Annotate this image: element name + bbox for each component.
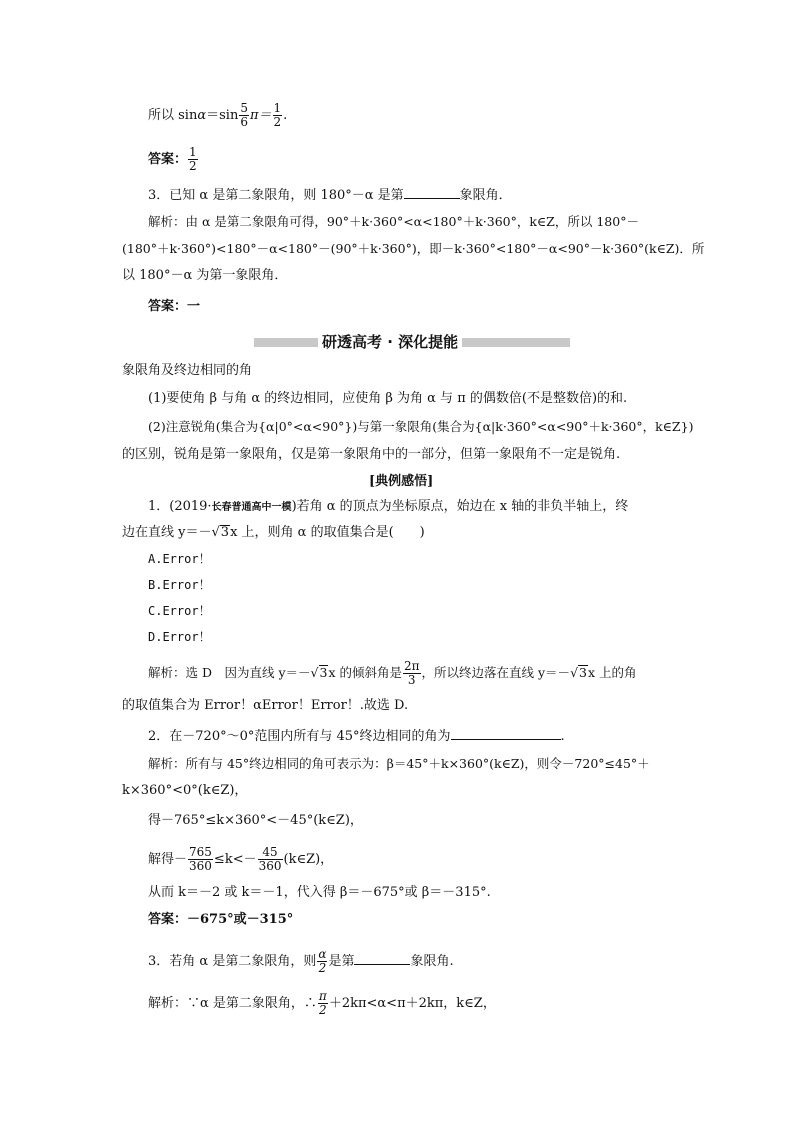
solution-text: 从而 k＝－2 或 k＝－1，代入得 β＝－675°或 β＝－315°. <box>148 885 491 900</box>
topic-point-2 <box>148 418 693 436</box>
answer-blank <box>451 727 561 740</box>
fraction-denominator: 2 <box>318 961 327 975</box>
example-2-solution <box>148 846 333 873</box>
solution-text: ＋2kπ<α<π＋2kπ，k∈Z， <box>328 996 496 1011</box>
example-text: 是第 <box>328 954 355 969</box>
fraction-numerator: 2π <box>403 659 420 673</box>
solution-text: 的取值集合为 Error！αError！Error！.故选 D. <box>122 698 409 713</box>
answer-one-half <box>148 146 199 173</box>
example-text: 象限角. <box>410 954 454 969</box>
question-tail: 象限角． <box>459 188 512 203</box>
topic-point-1 <box>148 390 627 408</box>
solution-text: 解得－ <box>148 852 188 867</box>
section-label <box>369 473 433 491</box>
sqrt-radicand: 3 <box>220 525 230 540</box>
fraction-alpha-2 <box>317 948 327 975</box>
solution-line <box>122 267 287 285</box>
option-c <box>148 602 211 620</box>
fraction-5-6 <box>239 102 249 129</box>
fraction-denominator: 2 <box>319 1003 327 1017</box>
fraction-numerator: 765 <box>189 845 212 859</box>
option-text: A.Error！ <box>148 552 211 566</box>
example-text: x 上，则角 α 的取值集合是( ) <box>230 525 425 540</box>
fraction-numerator: π <box>318 989 327 1003</box>
sqrt-symbol: √ <box>211 525 220 540</box>
answer-text: 答案：一 <box>148 299 201 314</box>
period: . <box>283 108 288 123</box>
text-eq-sin: ＝sin <box>206 108 239 123</box>
example-2-solution <box>122 782 247 800</box>
solution-text: 得－765°≤k×360°<－45°(k∈Z)， <box>148 813 363 828</box>
answer-blank <box>354 952 410 965</box>
text-sin-prefix: 所以 sin <box>148 108 198 123</box>
example-3 <box>148 948 454 975</box>
period: . <box>560 729 565 744</box>
example-text: 边在直线 y＝－ <box>122 525 212 540</box>
banner-title: 研透高考 · 深化提能 <box>318 332 462 352</box>
solution-text: 解析：由 α 是第二象限角可得，90°＋k·360°<α<180°＋k·360°，k∈Z，所以 180°－ <box>148 214 639 229</box>
example-2-answer <box>148 911 293 929</box>
fraction-denominator: 3 <box>407 673 416 687</box>
answer-label: 答案： <box>148 152 188 167</box>
solution-text: x 上的角 <box>587 665 637 680</box>
fraction-denominator: 6 <box>240 115 248 129</box>
example-2 <box>148 727 565 746</box>
solution-text: 解析：所有与 45°终边相同的角可表示为：β＝45°＋k×360°(k∈Z)，则令－720°≤45°＋ <box>148 756 650 771</box>
solution-text: ≤k<－ <box>213 852 257 867</box>
example-text: )若角 α 的顶点为坐标原点，始边在 x 轴的非负半轴上，终 <box>291 499 629 514</box>
option-b <box>148 576 211 594</box>
example-1 <box>148 498 628 517</box>
topic-title <box>122 362 252 380</box>
fraction-numerator: α <box>318 947 327 961</box>
example-2-solution <box>148 755 650 773</box>
topic-text: 的区别，锐角是第一象限角，仅是第一象限角中的一部分，但第一象限角不一定是锐角. <box>122 447 621 462</box>
fraction-45-360 <box>258 846 283 873</box>
option-d <box>148 628 211 646</box>
solution-text: (k∈Z)， <box>283 852 334 867</box>
solution-text: 解析：选 D 因为直线 y＝－ <box>148 665 311 680</box>
fraction-numerator: 1 <box>273 101 282 115</box>
fraction-denominator: 2 <box>273 115 282 129</box>
option-text: D.Error！ <box>148 630 211 644</box>
option-a <box>148 550 211 568</box>
section-banner <box>254 332 570 352</box>
alpha-symbol: α <box>197 108 207 123</box>
solution-text: (180°＋k·360°)<180°－α<180°－(90°＋k·360°)，即－k·360°<180°－α<90°－k·360°(k∈Z)．所 <box>122 241 705 256</box>
example-1-cont <box>122 524 425 542</box>
example-2-solution <box>148 884 491 902</box>
example-text: 3．若角 α 是第二象限角，则 <box>148 954 317 969</box>
fraction-pi-2 <box>318 990 328 1017</box>
fraction-answer <box>188 146 198 173</box>
sqrt-symbol: √ <box>310 665 319 680</box>
sqrt-radicand: 3 <box>579 665 587 680</box>
fraction-numerator: 1 <box>189 145 197 159</box>
example-number: 1．(2019· <box>148 499 212 514</box>
example-source: 长春普通高中一模 <box>211 502 292 513</box>
solution-text: 以 180°－α 为第一象限角． <box>122 268 288 283</box>
topic-text: (1)要使角 β 与角 α 的终边相同，应使角 β 为角 α 与 π 的偶数倍(不是整数倍)的和. <box>148 391 628 406</box>
fraction-denominator: 2 <box>189 159 197 173</box>
sqrt-symbol: √ <box>570 665 579 680</box>
solution-text: k×360°<0°(k∈Z)， <box>122 783 248 798</box>
topic-text: (2)注意锐角(集合为{α|0°<α<90°})与第一象限角(集合为{α|k·360°<α<90°＋k·360°，k∈Z}) <box>148 419 694 434</box>
question-text: 3．已知 α 是第二象限角，则 180°－α 是第 <box>148 188 404 203</box>
question-3 <box>148 186 512 205</box>
solution-text: x 的倾斜角是 <box>328 665 402 680</box>
answer-text: 答案：－675°或－315° <box>148 912 294 927</box>
fraction-denominator: 360 <box>189 859 212 873</box>
example-text: 2．在－720°～0°范围内所有与 45°终边相同的角为 <box>148 729 451 744</box>
example-1-solution <box>148 660 637 687</box>
fraction-numerator: 45 <box>258 846 283 860</box>
solution-text: ，所以终边落在直线 y＝－ <box>421 665 571 680</box>
topic-title-text: 象限角及终边相同的角 <box>122 363 253 378</box>
pi-equals: π＝ <box>249 108 272 123</box>
answer-line <box>148 298 200 316</box>
fraction-1-2 <box>273 102 283 129</box>
sqrt-radicand: 3 <box>319 665 328 680</box>
solution-text: 解析：∵α 是第二象限角，∴ <box>148 996 317 1011</box>
fraction-denominator: 360 <box>258 859 282 873</box>
section-label-text: [典例感悟] <box>369 474 434 489</box>
example-3-solution <box>148 990 496 1017</box>
fraction-765-360 <box>188 846 213 873</box>
fraction-numerator: 5 <box>240 101 248 115</box>
option-text: C.Error！ <box>148 604 211 618</box>
example-1-solution-cont <box>122 697 408 715</box>
solution-line-sin <box>148 102 287 129</box>
answer-blank <box>404 186 460 199</box>
solution-line <box>122 240 704 258</box>
option-text: B.Error！ <box>148 578 211 592</box>
example-2-solution <box>148 812 363 830</box>
solution-line <box>148 213 639 231</box>
fraction-2pi-3 <box>403 660 421 687</box>
topic-point-2-cont <box>122 446 620 464</box>
